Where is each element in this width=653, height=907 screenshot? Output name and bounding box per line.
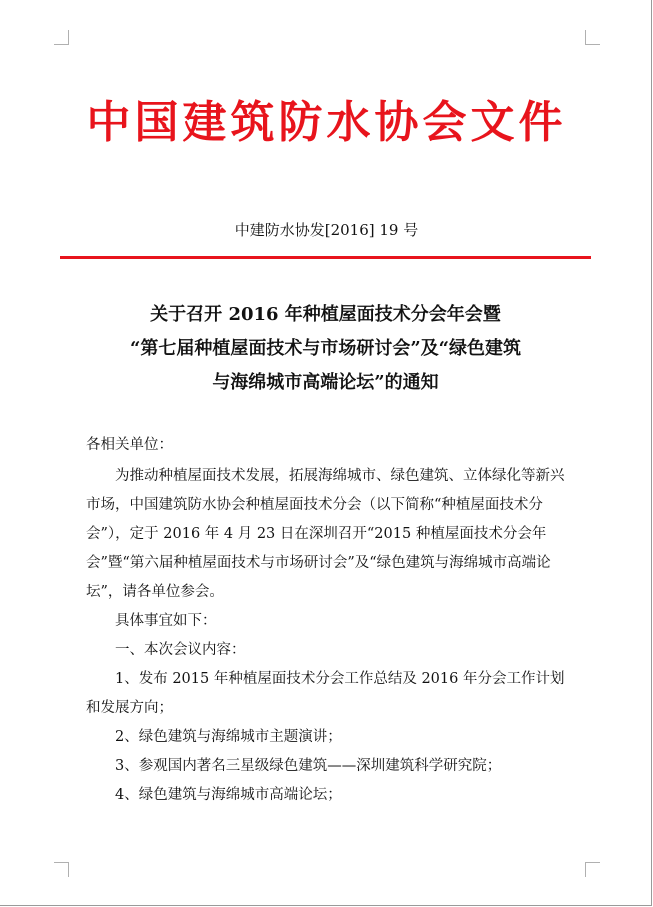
- list-item: 2、绿色建筑与海绵城市主题演讲；: [115, 729, 342, 745]
- list-item: 3、参观国内著名三星级绿色建筑——深圳建筑科学研究院；: [115, 758, 502, 774]
- body-paragraph: 具体事宜如下：: [115, 613, 217, 629]
- salutation: 各相关单位：: [86, 437, 173, 453]
- notice-title-line-1: 关于召开 2016 年种植屋面技术分会年会暨: [150, 304, 501, 325]
- document-number: 中建防水协发[2016] 19 号: [234, 221, 419, 239]
- notice-title-line-2: “第七届种植屋面技术与市场研讨会”及“绿色建筑: [129, 338, 522, 359]
- masthead-title: 中国建筑防水协会文件: [86, 97, 567, 148]
- crop-mark-bottom-right: [585, 862, 600, 877]
- notice-title-line-3: 与海绵城市高端论坛”的通知: [212, 372, 439, 393]
- section-heading: 一、本次会议内容：: [115, 642, 246, 658]
- body-paragraph: 为推动种植屋面技术发展，拓展海绵城市、绿色建筑、立体绿化等新兴市场，中国建筑防水协会种植屋面技术分会（以下简称“种植屋面技术分会”），定于 2016 年 4 月 23 日在深圳召开“2015 种植屋面技术分会年会”暨“第六届种植屋面技术与市场研讨会”及“绿色建筑与海绵城市高端论坛”，请各单位参会。: [86, 468, 565, 600]
- notice-title: [60, 298, 591, 400]
- crop-mark-top-left: [54, 30, 69, 45]
- list-item: 4、绿色建筑与海绵城市高端论坛；: [115, 787, 342, 803]
- notice-body: [86, 431, 572, 810]
- crop-mark-top-right: [585, 30, 600, 45]
- list-item: 1、发布 2015 年种植屋面技术分会工作总结及 2016 年分会工作计划和发展方向；: [86, 671, 565, 716]
- crop-mark-bottom-left: [54, 862, 69, 877]
- red-divider-line: [60, 256, 591, 259]
